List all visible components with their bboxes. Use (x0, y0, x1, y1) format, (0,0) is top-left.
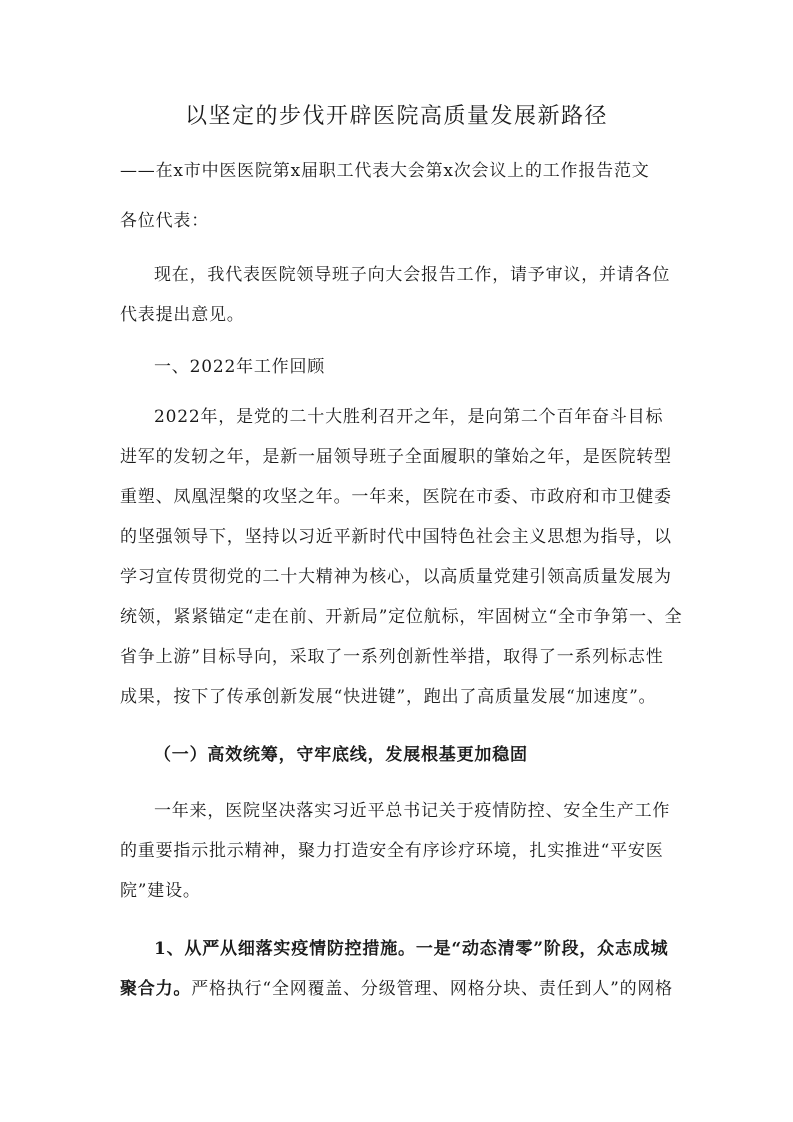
intro-line: 现在，我代表医院领导班子向大会报告工作，请予审议，并请各位 (154, 265, 671, 285)
document-title: 以坚定的步伐开辟医院高质量发展新路径 (184, 104, 608, 129)
paragraph-line: 的坚强领导下，坚持以习近平新时代中国特色社会主义思想为指导，以 (120, 527, 672, 547)
subsection-heading: （一）高效统筹，守牢底线，发展根基更加稳固 (154, 745, 528, 765)
paragraph-line: 重塑、凤凰涅槃的攻坚之年。一年来，医院在市委、市政府和市卫健委 (120, 487, 672, 507)
item-body-text: 严格执行“全网覆盖、分级管理、网格分块、责任到人”的网格 (191, 979, 673, 999)
paragraph-line (120, 978, 680, 1000)
paragraph-line: 2022年，是党的二十大胜利召开之年，是向第二个百年奋斗目标 (154, 407, 664, 427)
paragraph-line: 省争上游”目标导向，采取了一系列创新性举措，取得了一系列标志性 (120, 647, 664, 667)
paragraph-line: 一年来，医院坚决落实习近平总书记关于疫情防控、安全生产工作 (154, 801, 671, 821)
paragraph-line: 成果，按下了传承创新发展“快进键”，跑出了高质量发展“加速度”。 (120, 687, 657, 707)
intro-line: 代表提出意见。 (120, 305, 245, 325)
greeting: 各位代表： (120, 211, 209, 231)
item-heading: 1、从严从细落实疫情防控措施。一是“动态清零”阶段，众志成城 (154, 939, 669, 959)
section-heading: 一、2022年工作回顾 (154, 357, 326, 377)
item-heading-continuation: 聚合力。 (120, 979, 192, 999)
paragraph-line: 统领，紧紧锚定“走在前、开新局”定位航标，牢固树立“全市争第一、全 (120, 607, 683, 627)
paragraph-line: 的重要指示批示精神，聚力打造安全有序诊疗环境，扎实推进“平安医 (120, 841, 664, 861)
paragraph-line: 院”建设。 (120, 881, 201, 901)
document-subtitle: ——在x市中医医院第x届职工代表大会第x次会议上的工作报告范文 (120, 161, 650, 181)
paragraph-line: 进军的发轫之年，是新一届领导班子全面履职的肇始之年，是医院转型 (120, 447, 672, 467)
paragraph-line: 学习宣传贯彻党的二十大精神为核心，以高质量党建引领高质量发展为 (120, 567, 672, 587)
